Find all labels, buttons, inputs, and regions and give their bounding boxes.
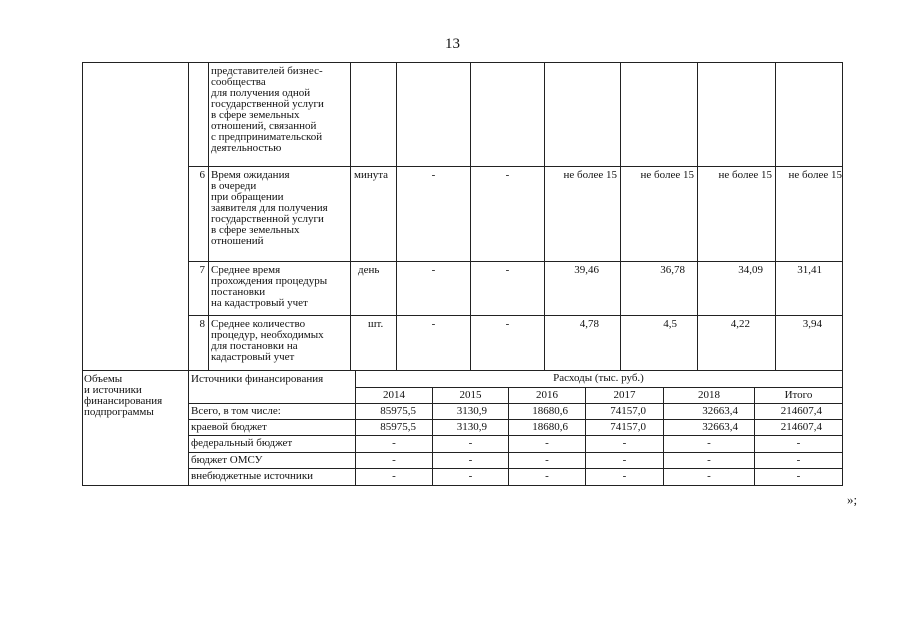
indicator-value-2016: не более 15 — [563, 169, 617, 181]
financing-cell: - — [545, 437, 549, 449]
financing-year-header: 2014 — [383, 389, 405, 401]
financing-cell: - — [468, 470, 473, 482]
financing-cell: - — [545, 470, 549, 482]
indicator-value-2015: - — [505, 264, 510, 276]
indicator-value-2018: 4,22 — [730, 318, 750, 330]
table-top-rule — [82, 62, 843, 63]
financing-row-label: внебюджетные источники — [191, 470, 314, 482]
indicator-number: 6 — [199, 169, 205, 181]
col-rule — [82, 62, 83, 486]
financing-cell: 85975,5 — [380, 405, 416, 417]
financing-cell: - — [468, 454, 473, 466]
financing-year-header: 2018 — [698, 389, 720, 401]
indicator-value-2016: 4,78 — [579, 318, 599, 330]
financing-rule — [188, 419, 843, 420]
financing-cell: - — [622, 470, 627, 482]
financing-year-header: Итого — [784, 389, 813, 401]
financing-cell: 85975,5 — [380, 421, 416, 433]
indicator-value-2018: 34,09 — [738, 264, 763, 276]
financing-cell: - — [796, 470, 801, 482]
financing-cell: 18680,6 — [532, 405, 568, 417]
indicator-value-2018: не более 15 — [718, 169, 772, 181]
indicator-unit: минута — [354, 169, 389, 181]
financing-cell: - — [707, 437, 711, 449]
page-number: 13 — [445, 36, 460, 52]
col-rule — [842, 62, 843, 486]
financing-cell: - — [796, 454, 801, 466]
financing-cell: - — [468, 437, 473, 449]
financing-cell: - — [707, 470, 711, 482]
indicator-value-2019: 3,94 — [802, 318, 822, 330]
financing-year-header: 2016 — [536, 389, 558, 401]
financing-year-header: 2017 — [613, 389, 636, 401]
closing-quote-mark: »; — [847, 492, 858, 507]
financing-cell: 3130,9 — [456, 421, 487, 433]
table-bottom-rule — [82, 485, 843, 486]
financing-cell: 32663,4 — [702, 405, 738, 417]
financing-row-label: краевой бюджет — [191, 421, 267, 433]
financing-cell: 3130,9 — [456, 405, 487, 417]
financing-rule — [188, 403, 843, 404]
indicator-value-2019: 31,41 — [797, 264, 822, 276]
indicator-unit: день — [358, 264, 380, 276]
financing-cell: - — [545, 454, 549, 466]
financing-cell: - — [707, 454, 711, 466]
indicator-value-2017: 4,5 — [663, 318, 677, 330]
indicator-value-2016: 39,46 — [574, 264, 599, 276]
financing-rule — [355, 387, 843, 388]
indicator-value-2014: - — [431, 264, 436, 276]
indicator-value-2017: 36,78 — [660, 264, 685, 276]
financing-cell: 74157,0 — [610, 421, 646, 433]
financing-cell: 32663,4 — [702, 421, 738, 433]
indicator-name: Время ожидания в очереди при обращении заявителя для получения государственной услуги в сфере земельных отношений — [211, 169, 328, 247]
indicator-value-2015: - — [505, 169, 510, 181]
financing-row-label: Всего, в том числе: — [191, 405, 281, 417]
row-rule — [188, 166, 843, 167]
financing-row-label: федеральный бюджет — [191, 437, 293, 449]
indicator-value-2019: не более 15 — [788, 169, 842, 181]
col-rule — [208, 62, 209, 370]
financing-rule — [188, 452, 843, 453]
row-rule — [188, 261, 843, 262]
financing-cell: - — [392, 437, 396, 449]
financing-section-label: Объемы и источники финансирования подпрограммы — [84, 373, 163, 418]
financing-cell: - — [392, 470, 396, 482]
section-rule — [82, 370, 843, 371]
indicator-name: Среднее количество процедур, необходимых для постановки на кадастровый учет — [211, 318, 324, 363]
financing-expenses-header: Расходы (тыс. руб.) — [553, 372, 644, 384]
financing-rule — [188, 435, 843, 436]
financing-cell: - — [796, 437, 801, 449]
col-rule — [350, 62, 351, 370]
indicator-unit: шт. — [368, 318, 384, 330]
financing-cell: - — [392, 454, 396, 466]
financing-row-label: бюджет ОМСУ — [191, 454, 263, 466]
indicator-name: Среднее время прохождения процедуры постановки на кадастровый учет — [211, 264, 328, 309]
indicator-value-2017: не более 15 — [640, 169, 694, 181]
continued-indicator-text: представителей бизнес- сообщества для получения одной государственной услуги в сфере земельных отношений, связанной с предпринимательской деятельностью — [211, 65, 324, 154]
financing-cell: 214607,4 — [780, 421, 822, 433]
indicator-value-2015: - — [505, 318, 510, 330]
financing-cell: 18680,6 — [532, 421, 568, 433]
financing-cell: 74157,0 — [610, 405, 646, 417]
indicator-value-2014: - — [431, 318, 436, 330]
financing-year-header: 2015 — [459, 389, 482, 401]
financing-cell: 214607,4 — [780, 405, 822, 417]
financing-sources-header: Источники финансирования — [191, 373, 324, 385]
financing-cell: - — [622, 454, 627, 466]
indicator-value-2014: - — [431, 169, 436, 181]
row-rule — [188, 315, 843, 316]
indicator-number: 7 — [199, 264, 205, 276]
financing-cell: - — [622, 437, 627, 449]
indicator-number: 8 — [199, 318, 205, 330]
financing-rule — [188, 468, 843, 469]
